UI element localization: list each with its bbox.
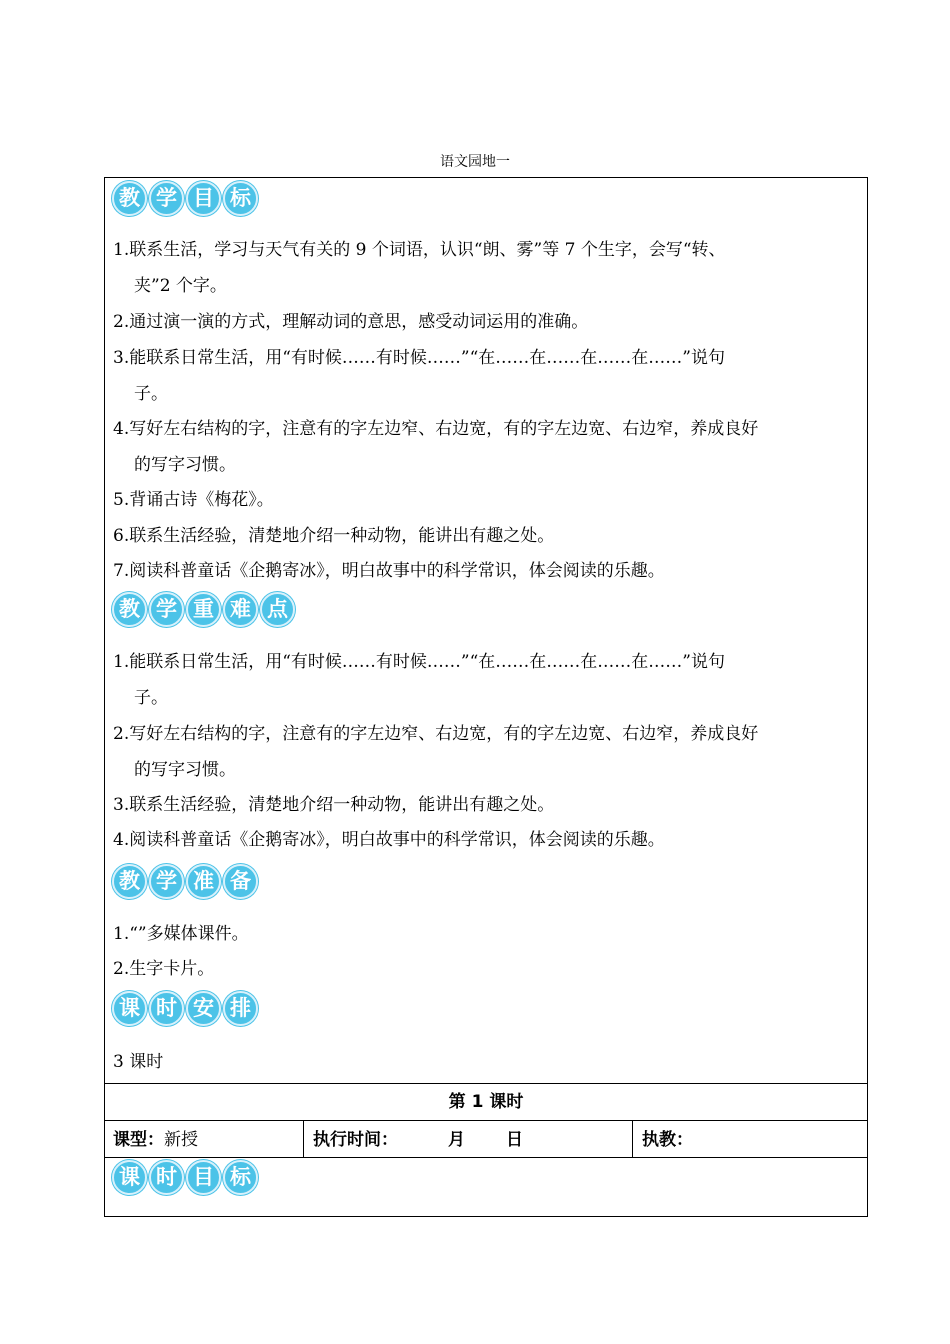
- badge-char: 时: [149, 991, 184, 1026]
- preparation-badge: [112, 864, 258, 899]
- lesson-goals-badge: [112, 1160, 258, 1195]
- badge-char: 目: [186, 181, 221, 216]
- badge-char: 目: [186, 1160, 221, 1195]
- month-label: 月: [448, 1130, 465, 1150]
- key-item-4: 4.阅读科普童话《企鹅寄冰》，明白故事中的科学常识，体会阅读的乐趣。: [113, 830, 665, 850]
- key-item-1: 1.能联系日常生活，用“有时候……有时候……”“在……在……在……在……”说句 子。: [113, 652, 725, 708]
- prep-item-2: 2.生字卡片。: [113, 959, 215, 979]
- execution-time-label: 执行时间：: [313, 1130, 398, 1150]
- schedule-text: 3 课时: [113, 1052, 164, 1072]
- lesson-type-label: 课型：: [113, 1130, 164, 1150]
- badge-char: 排: [223, 991, 258, 1026]
- badge-char: 课: [112, 1160, 147, 1195]
- badge-char: 重: [186, 592, 221, 627]
- badge-char: 安: [186, 991, 221, 1026]
- teacher-label: 执教：: [642, 1130, 693, 1150]
- badge-char: 课: [112, 991, 147, 1026]
- badge-char: 点: [260, 592, 295, 627]
- day-label: 日: [506, 1130, 523, 1150]
- table-divider: [104, 1157, 868, 1158]
- goal-item-4: 4.写好左右结构的字，注意有的字左边窄、右边宽，有的字左边宽、右边窄，养成良好 的写字习惯。: [113, 419, 759, 475]
- badge-char: 备: [223, 864, 258, 899]
- badge-char: 学: [149, 181, 184, 216]
- table-divider: [104, 1120, 868, 1121]
- lesson-title: 第 1 课时: [448, 1092, 524, 1112]
- badge-char: 标: [223, 181, 258, 216]
- badge-char: 教: [112, 181, 147, 216]
- goal-item-1: 1.联系生活，学习与天气有关的 9 个词语，认识“朗、雾”等 7 个生字，会写“转、 夹”2 个字。: [113, 240, 726, 296]
- goal-item-5: 5.背诵古诗《梅花》。: [113, 490, 274, 510]
- badge-char: 时: [149, 1160, 184, 1195]
- execution-time: [313, 1125, 398, 1150]
- key-points-badge: [112, 592, 295, 627]
- key-item-3: 3.联系生活经验，清楚地介绍一种动物，能讲出有趣之处。: [113, 795, 555, 815]
- lesson-type-value: 新授: [164, 1130, 198, 1150]
- document-title: 语文园地一: [440, 154, 510, 170]
- lesson-type: [113, 1125, 198, 1150]
- schedule-badge: [112, 991, 258, 1026]
- goal-item-7: 7.阅读科普童话《企鹅寄冰》，明白故事中的科学常识，体会阅读的乐趣。: [113, 561, 665, 581]
- goal-item-6: 6.联系生活经验，清楚地介绍一种动物，能讲出有趣之处。: [113, 526, 555, 546]
- table-column-divider: [632, 1120, 633, 1157]
- goal-item-2: 2.通过演一演的方式，理解动词的意思，感受动词运用的准确。: [113, 312, 589, 332]
- badge-char: 教: [112, 864, 147, 899]
- table-divider: [104, 1083, 868, 1084]
- badge-char: 学: [149, 592, 184, 627]
- badge-char: 学: [149, 864, 184, 899]
- badge-char: 教: [112, 592, 147, 627]
- badge-char: 难: [223, 592, 258, 627]
- prep-item-1: 1.“”多媒体课件。: [113, 924, 249, 944]
- key-item-2: 2.写好左右结构的字，注意有的字左边窄、右边宽，有的字左边宽、右边窄，养成良好 的写字习惯。: [113, 724, 759, 780]
- goal-item-3: 3.能联系日常生活，用“有时候……有时候……”“在……在……在……在……”说句 子。: [113, 348, 725, 404]
- teaching-goals-badge: [112, 181, 258, 216]
- badge-char: 标: [223, 1160, 258, 1195]
- table-column-divider: [303, 1120, 304, 1157]
- badge-char: 准: [186, 864, 221, 899]
